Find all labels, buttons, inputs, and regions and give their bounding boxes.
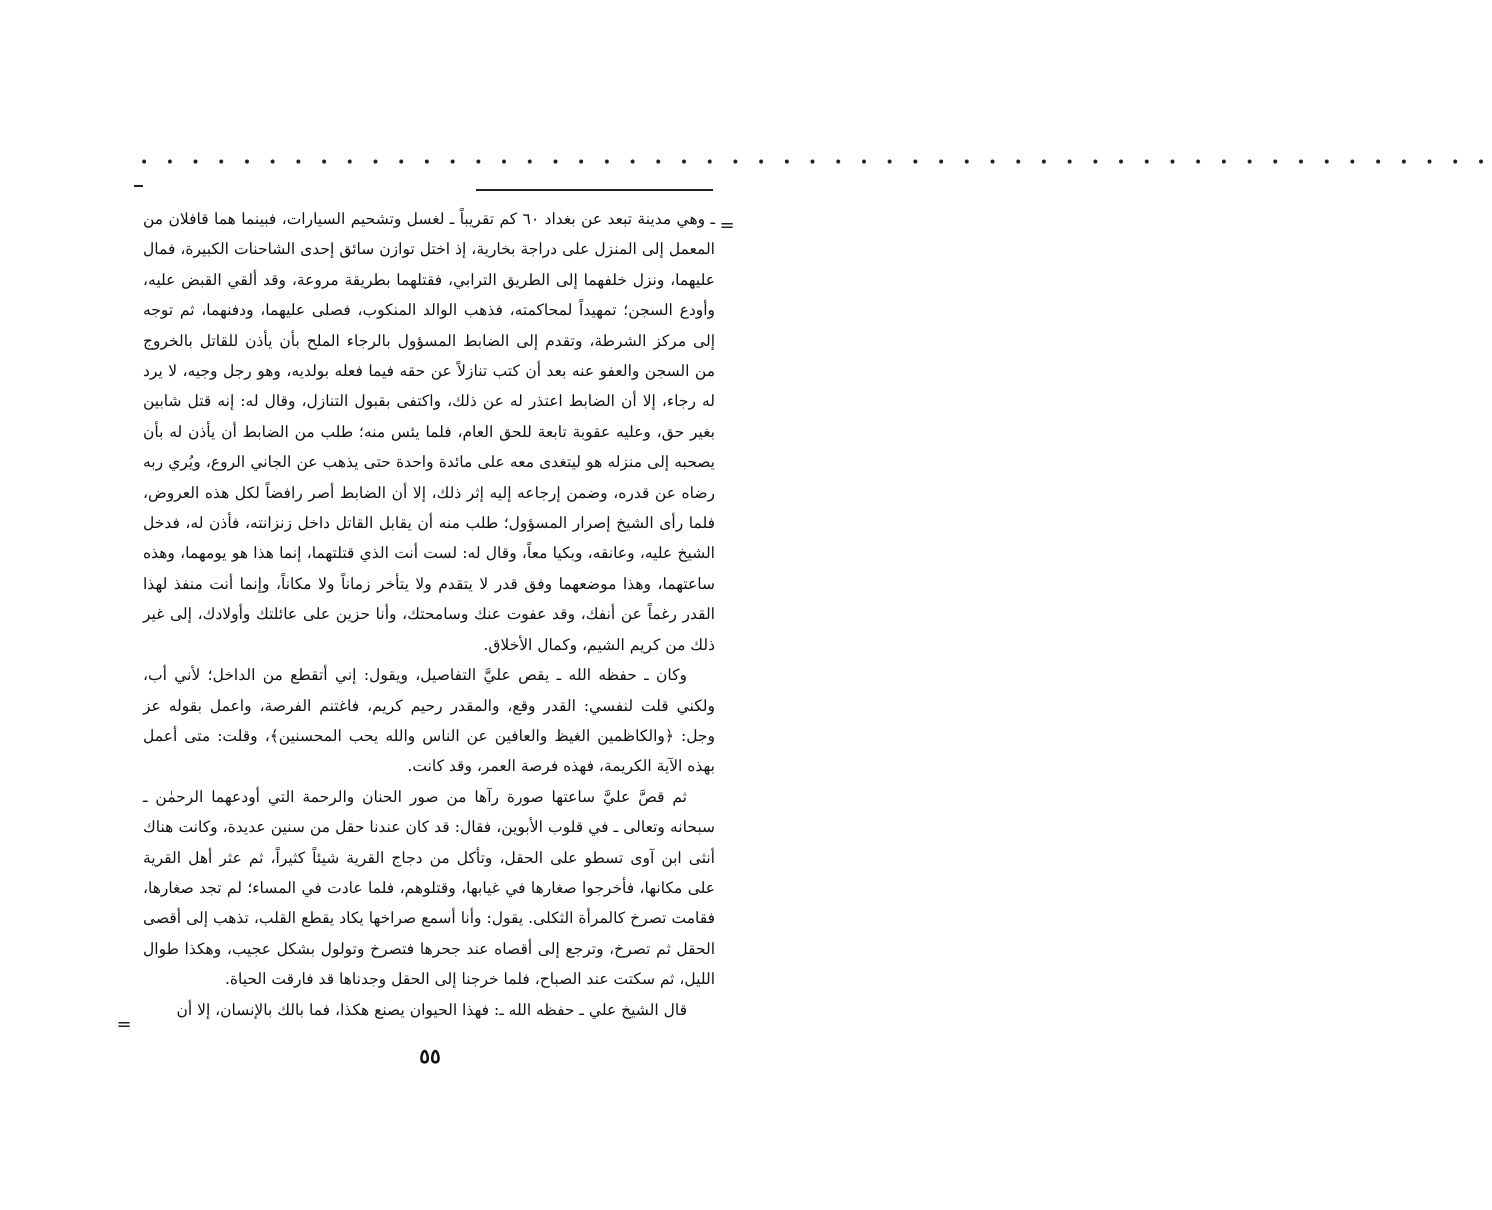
continuation-mark-top: = [719, 215, 735, 236]
paragraph-1: ـ وهي مدينة تبعد عن بغداد ٦٠ كم تقريباً ـ لغسل وتشحيم السيارات، فبينما هما قافلان من المعمل إلى المنزل على دراجة بخارية، إذ اختل توازن سائق إحدى الشاحنات الكبيرة، فمال عليهما، ونزل خلفهما إلى الطريق الترابي، فقتلهما بطريقة مروعة، وقد ألقي القبض عليه، وأودع السجن؛ تمهيداً لمحاكمته، فذهب الوالد المنكوب، فصلى عليهما، ودفنهما، ثم توجه إلى مركز الشرطة، وتقدم إلى الضابط المسؤول بالرجاء الملح بأن يأذن للقاتل بالخروج من السجن والعفو عنه بعد أن كتب تنازلاً عن حقه فيما فعله بولديه، وهو رجل وجيه، لا يرد له رجاء، إلا أن الضابط اعتذر له عن ذلك، واكتفى بقبول التنازل، وقال له: إنه قتل شابين بغير حق، وعليه عقوبة تابعة للحق العام، فلما يئس منه؛ طلب من الضابط أن يأذن له بأن يصحبه إلى منزله هو ليتغدى معه على مائدة واحدة حتى يذهب عن الجاني الروع، ويُري ربه رضاه عن قدره، وضمن إرجاعه إليه إثر ذلك، إلا أن الضابط أصر رافضاً لكل هذه العروض، فلما رأى الشيخ إصرار المسؤول؛ طلب منه أن يقابل القاتل داخل زنزانته، فأذن له، فدخل الشيخ عليه، وعانقه، وبكيا معاً، وقال له: لست أنت الذي قتلتهما، إنما هذا هو يومهما، وهذه ساعتهما، وهذا موضعهما وفق قدر لا يتقدم ولا يتأخر زماناً ولا مكاناً، وإنما أنت منفذ لهذا القدر رغماً عن أنفك، وقد عفوت عنك وسامحتك، وأنا حزين على عائلتك وأولادك، إلى غير ذلك من كريم الشيم، وكمال الأخلاق. [143, 210, 716, 654]
footnote-separator-rule [476, 189, 713, 191]
header-small-dash [134, 185, 143, 187]
page-body [143, 204, 715, 1025]
paragraph-3: ثم قصَّ عليَّ ساعتها صورة رآها من صور الحنان والرحمة التي أودعهما الرحمٰن ـ سبحانه وتعالى ـ في قلوب الأبوين، فقال: قد كان عندنا حقل من سنين عديدة، وكانت هناك أنثى ابن آوى تسطو على الحقل، وتأكل من دجاج القرية شيئاً كثيراً، ثم عثر أهل القرية على مكانها، فأخرجوا صغارها في غيابها، وقتلوهم، فلما عادت في المساء؛ لم تجد صغارها، فقامت تصرخ كالمرأة الثكلى. يقول: وأنا أسمع صراخها يكاد يقطع القلب، تذهب إلى أقصى الحقل ثم تصرخ، وترجع إلى أقصاه عند جحرها فتصرخ وتولول بشكل عجيب، وهكذا طوال الليل، ثم سكتت عند الصباح، فلما خرجنا إلى الحقل وجدناها قد فارقت الحياة. [143, 787, 715, 989]
page-number: ٥٥ [419, 1044, 441, 1068]
paragraph-2: وكان ـ حفظه الله ـ يقص عليَّ التفاصيل، ويقول: إني أتقطع من الداخل؛ لأني أب، ولكني قلت لنفسي: القدر وقع، والمقدر رحيم كريم، فاغتنم الفرصة، واعمل بقوله عز وجل: ﴿والكاظمين الغيظ والعافين عن الناس والله يحب المحسنين﴾، وقلت: متى أعمل بهذه الآية الكريمة، فهذه فرصة العمر، وقد كانت. [143, 666, 715, 776]
header-dotted-line: • • • • • • • • • • • • • • • • • • • • • • • • • • • • • • • • • • • • • • • • • • • • • • • • • • • • • [140, 155, 1492, 171]
continuation-mark-bottom: = [116, 1014, 132, 1035]
paragraph-4: قال الشيخ علي ـ حفظه الله ـ: فهذا الحيوان يصنع هكذا، فما بالك بالإنسان، إلا أن [176, 1000, 687, 1019]
